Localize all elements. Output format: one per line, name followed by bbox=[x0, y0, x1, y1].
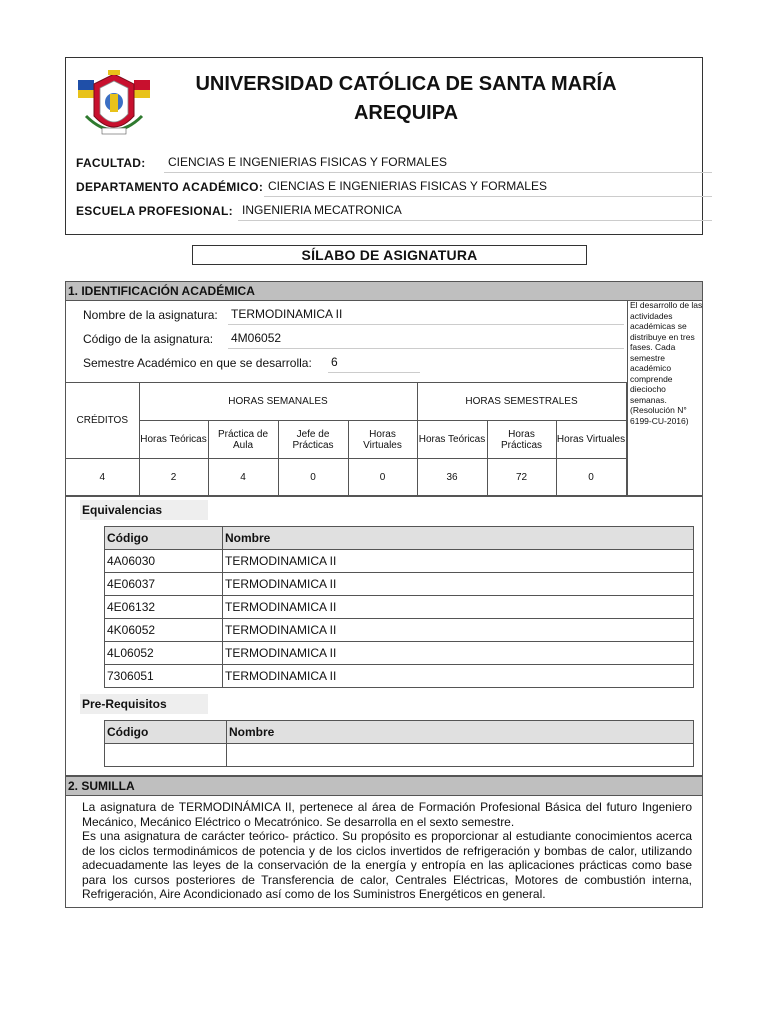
value-smt-horas-practicas: 72 bbox=[487, 459, 556, 496]
eq-codigo: 4E06037 bbox=[105, 573, 223, 596]
equivalencias-col-codigo: Código bbox=[105, 527, 223, 550]
eq-nombre: TERMODINAMICA II bbox=[223, 550, 694, 573]
value-practica-aula: 4 bbox=[208, 459, 278, 496]
codigo-value: 4M06052 bbox=[228, 327, 624, 349]
university-title-line2: AREQUIPA bbox=[353, 102, 459, 124]
value-horas-virtuales: 0 bbox=[348, 459, 417, 496]
prerequisitos-col-codigo: Código bbox=[105, 721, 227, 744]
nombre-value: TERMODINAMICA II bbox=[228, 303, 624, 325]
col-smt-horas-practicas: Horas Prácticas bbox=[487, 421, 556, 459]
codigo-row bbox=[83, 327, 282, 349]
departamento-label: DEPARTAMENTO ACADÉMICO: bbox=[76, 180, 264, 194]
section-sumilla bbox=[65, 796, 703, 908]
sumilla-paragraph-1: La asignatura de TERMODINÁMICA II, pertenece al área de Formación Profesional Básica del futuro Ingeniero Mecánico, Mecánico Eléctrico o Mecatrónico. Se desarrolla en el sexto semestre. bbox=[82, 800, 692, 829]
departamento-value: CIENCIAS E INGENIERIAS FISICAS Y FORMALES bbox=[264, 175, 712, 197]
nombre-row bbox=[83, 303, 343, 325]
departamento-row bbox=[76, 175, 547, 197]
col-horas-teoricas: Horas Teóricas bbox=[139, 421, 208, 459]
facultad-value: CIENCIAS E INGENIERIAS FISICAS Y FORMALES bbox=[164, 151, 712, 173]
escuela-value: INGENIERIA MECATRONICA bbox=[238, 199, 712, 221]
value-smt-horas-virtuales: 0 bbox=[556, 459, 626, 496]
hours-table bbox=[66, 382, 627, 496]
value-smt-horas-teoricas: 36 bbox=[417, 459, 487, 496]
escuela-row bbox=[76, 199, 402, 221]
table-row bbox=[105, 665, 694, 688]
creditos-header: CRÉDITOS bbox=[66, 383, 139, 459]
prerequisitos-col-nombre: Nombre bbox=[227, 721, 694, 744]
section-identificacion-header: 1. IDENTIFICACIÓN ACADÉMICA bbox=[65, 281, 703, 301]
header-box bbox=[65, 57, 703, 235]
equivalencias-box bbox=[65, 496, 703, 776]
col-practica-aula: Práctica de Aula bbox=[208, 421, 278, 459]
eq-codigo: 4K06052 bbox=[105, 619, 223, 642]
codigo-label: Código de la asignatura: bbox=[83, 332, 214, 346]
eq-nombre: TERMODINAMICA II bbox=[223, 665, 694, 688]
eq-nombre: TERMODINAMICA II bbox=[223, 619, 694, 642]
value-jefe-practicas: 0 bbox=[278, 459, 348, 496]
table-row bbox=[105, 642, 694, 665]
table-row bbox=[105, 550, 694, 573]
prerequisitos-title: Pre-Requisitos bbox=[80, 694, 208, 714]
eq-codigo: 4E06132 bbox=[105, 596, 223, 619]
section-identificacion bbox=[65, 300, 703, 496]
prereq-nombre bbox=[227, 744, 694, 767]
sumilla-paragraph-2: Es una asignatura de carácter teórico- práctico. Su propósito es proporcionar al estudiante conocimientos acerca de los ciclos termodinámicos de potencia y de los ciclos invertidos de refrigeración y bombas de calor, utilizando adecuadamente las leyes de la conservación de la energía y entropía en las aplicaciones prácticas como base para los cursos posteriores de Transferencia de calor, Centrales Eléctricas, Motores de combustión interna, Refrigeración, Aire Acondicionado así como de los Suministros Energéticos en general. bbox=[82, 829, 692, 901]
equivalencias-title: Equivalencias bbox=[80, 500, 208, 520]
section-sumilla-header: 2. SUMILLA bbox=[65, 776, 703, 796]
table-row bbox=[105, 596, 694, 619]
university-crest-icon bbox=[74, 66, 154, 146]
horas-semanales-header: HORAS SEMANALES bbox=[139, 383, 417, 421]
escuela-label: ESCUELA PROFESIONAL: bbox=[76, 204, 233, 218]
equivalencias-col-nombre: Nombre bbox=[223, 527, 694, 550]
side-note: El desarrollo de las actividades académicas se distribuye en tres fases. Cada semestre académico comprende dieciocho semanas. (Resolución N° 6199-CU-2016) bbox=[627, 300, 704, 496]
semestre-row bbox=[83, 351, 338, 373]
horas-semestrales-header: HORAS SEMESTRALES bbox=[417, 383, 626, 421]
prereq-codigo bbox=[105, 744, 227, 767]
facultad-row bbox=[76, 151, 447, 173]
table-row bbox=[105, 573, 694, 596]
eq-nombre: TERMODINAMICA II bbox=[223, 573, 694, 596]
eq-codigo: 7306051 bbox=[105, 665, 223, 688]
col-jefe-practicas: Jefe de Prácticas bbox=[278, 421, 348, 459]
col-horas-virtuales: Horas Virtuales bbox=[348, 421, 417, 459]
semestre-label: Semestre Académico en que se desarrolla: bbox=[83, 356, 312, 370]
nombre-label: Nombre de la asignatura: bbox=[83, 308, 218, 322]
facultad-label: FACULTAD: bbox=[76, 156, 146, 170]
university-title bbox=[166, 70, 646, 128]
value-horas-teoricas: 2 bbox=[139, 459, 208, 496]
eq-codigo: 4A06030 bbox=[105, 550, 223, 573]
col-smt-horas-virtuales: Horas Virtuales bbox=[556, 421, 626, 459]
table-row bbox=[105, 744, 694, 767]
table-row bbox=[105, 619, 694, 642]
eq-nombre: TERMODINAMICA II bbox=[223, 596, 694, 619]
semestre-value: 6 bbox=[328, 351, 420, 373]
prerequisitos-table bbox=[104, 720, 694, 767]
university-title-line1: UNIVERSIDAD CATÓLICA DE SANTA MARÍA bbox=[195, 73, 617, 95]
eq-nombre: TERMODINAMICA II bbox=[223, 642, 694, 665]
eq-codigo: 4L06052 bbox=[105, 642, 223, 665]
equivalencias-table bbox=[104, 526, 694, 688]
silabo-title: SÍLABO DE ASIGNATURA bbox=[192, 245, 587, 265]
creditos-value: 4 bbox=[66, 459, 139, 496]
col-smt-horas-teoricas: Horas Teóricas bbox=[417, 421, 487, 459]
